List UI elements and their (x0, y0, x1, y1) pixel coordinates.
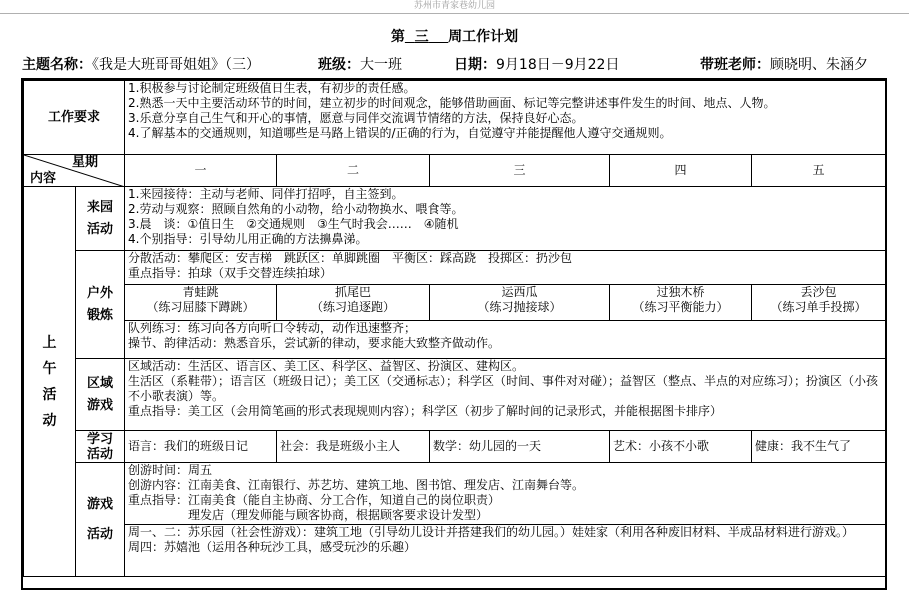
study-label: 学习 活动 (76, 431, 125, 463)
corner-cell (24, 155, 125, 187)
date-info: 日期：9月18日－9月22日 (454, 57, 620, 73)
weekday-row (24, 155, 886, 187)
day-thursday: 四 (610, 155, 752, 187)
requirement-item: 3.乐意分享自己生气和开心的事情，愿意与同伴交流调节情绪的方法，保持良好心态。 (128, 111, 584, 125)
outdoor-game: 运西瓜 （练习抛接球） (430, 285, 610, 321)
day-tuesday: 二 (277, 155, 430, 187)
corner-content: 内容 (30, 171, 57, 186)
requirements-content (125, 81, 886, 155)
day-monday: 一 (125, 155, 277, 187)
play-label: 游戏 活动 (76, 463, 125, 577)
study-row (24, 431, 886, 463)
play-row-1 (24, 463, 886, 525)
theme-info: 主题名称：《我是大班哥哥姐姐》（三） (22, 57, 260, 73)
outdoor-label: 户外 锻炼 (76, 251, 125, 359)
outdoor-row-1 (24, 251, 886, 285)
day-wednesday: 三 (430, 155, 610, 187)
class-info: 班级：大一班 (318, 57, 402, 73)
play-row-2 (24, 525, 886, 577)
study-item: 社会：我是班级小主人 (277, 431, 430, 463)
outdoor-game: 过独木桥 （练习平衡能力） (610, 285, 752, 321)
requirement-item: 2.熟悉一天中主要活动环节的时间，建立初步的时间观念，能够借助画面、标记等完整讲述事件发生的时间、地点、人物。 (128, 96, 776, 110)
requirement-item: 1.积极参与讨论制定班级值日生表，有初步的责任感。 (128, 81, 416, 95)
outdoor-games-row (24, 285, 886, 321)
day-friday: 五 (752, 155, 886, 187)
study-item: 语言：我们的班级日记 (125, 431, 277, 463)
requirements-row (24, 81, 886, 155)
study-item: 艺术：小孩不小歌 (610, 431, 752, 463)
requirement-item: 4.了解基本的交通规则，知道哪些是马路上错误的/正确的行为，自觉遵守并能提醒他人遵守交通规则。 (128, 126, 672, 140)
weekly-plan-table (23, 80, 886, 577)
study-item: 数学：幼儿园的一天 (430, 431, 610, 463)
arrival-row (24, 187, 886, 251)
teacher-info: 带班老师：顾晓明、朱涵夕 (700, 57, 868, 73)
week-number: 三 (414, 29, 429, 45)
requirements-label: 工作要求 (24, 81, 125, 155)
play-weekday-games: 周一、二：苏乐园（社会性游戏）：建筑工地（引导幼儿设计并搭建我们的幼儿园。）娃娃家（利用各种废旧材料、半成品材料进行游戏。） 周四：苏嬉池（运用各种玩沙工具，感受玩沙的乐趣） (125, 525, 886, 577)
outdoor-formation: 队列练习：练习向各方向听口令转动，动作迅速整齐； 操节、韵律活动：熟悉音乐，尝试新的律动，要求能大致整齐做动作。 (125, 321, 886, 359)
morning-activities-label: 上 午 活 动 (24, 187, 76, 577)
outdoor-game: 抓尾巴 （练习追逐跑） (277, 285, 430, 321)
play-content: 创游时间：周五 创游内容：江南美食、江南银行、苏艺坊、建筑工地、图书馆、理发店、江南舞台等。 重点指导：江南美食（能自主协商、分工合作，知道自己的岗位职责） 理发店（理发师能与顾客协商，根据顾客要求设计发型） (125, 463, 886, 525)
area-row (24, 359, 886, 431)
study-item: 健康：我不生气了 (752, 431, 886, 463)
header-divider (0, 13, 909, 14)
outdoor-row-3 (24, 321, 886, 359)
outdoor-game: 青蛙跳 （练习屈膝下蹲跳） (125, 285, 277, 321)
outdoor-game: 丢沙包 （练习单手投掷） (752, 285, 886, 321)
area-label: 区域 游戏 (76, 359, 125, 431)
outdoor-scattered: 分散活动：攀爬区：安吉梯 跳跃区：单脚跳圈 平衡区：踩高跷 投掷区：扔沙包 重点指导：拍球（双手交替连续拍球） (125, 251, 886, 285)
arrival-label: 来园 活动 (76, 187, 125, 251)
corner-weekday: 星期 (72, 155, 99, 170)
area-content: 区域活动：生活区、语言区、美工区、科学区、益智区、扮演区、建构区。 生活区（系鞋带）；语言区（班级日记）；美工区（交通标志）；科学区（时间、事件对对碰）；益智区（整点、半点的对应练习）；扮演区（小孩不小歌表演）等。 重点指导：美工区（会用简笔画的形式表现规则内容）；科学区（初步了解时间的记录形式，并能根据图卡排序） (125, 359, 886, 431)
page-title: 第 三 周工作计划 (390, 29, 519, 45)
school-header: 苏州市青家巷幼儿园 (413, 1, 495, 11)
arrival-content: 1.来园接待：主动与老师、同伴打招呼，自主签到。 2.劳动与观察：照顾自然角的小动物，给小动物换水、喂食等。 3.晨 谈：①值日生 ②交通规则 ③生气时我会…… ④随机 4.个别指导：引导幼儿用正确的方法擤鼻涕。 (125, 187, 886, 251)
